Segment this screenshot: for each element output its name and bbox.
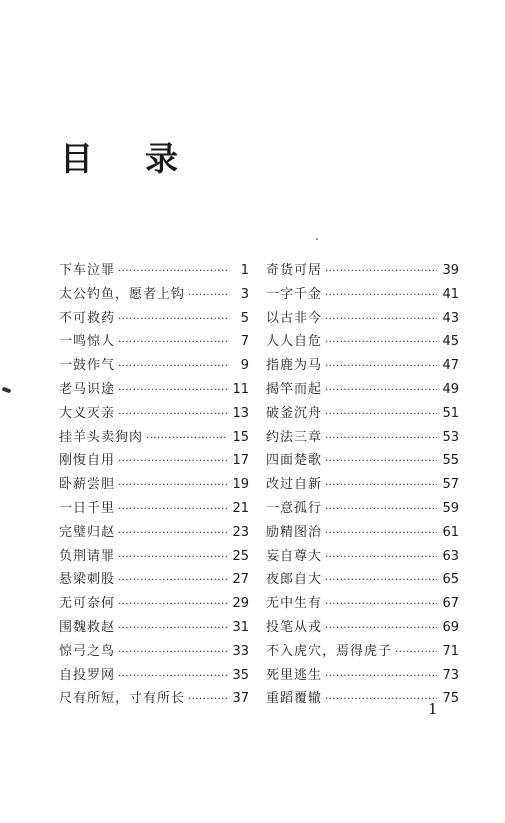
scan-mark: [2, 387, 12, 394]
toc-entry-page: 1: [240, 263, 249, 278]
toc-entry-page: 25: [232, 548, 249, 564]
toc-dot-leader: [188, 694, 227, 705]
toc-entry[interactable]: [59, 402, 249, 426]
toc-dot-leader: [325, 599, 437, 610]
toc-entry-title: 一意孤行: [266, 500, 323, 516]
toc-entry-title: 人人自危: [266, 334, 323, 350]
toc-entry[interactable]: [266, 521, 459, 545]
toc-entry-page: 51: [442, 405, 459, 421]
toc-dot-leader: [118, 337, 227, 348]
toc-dot-leader: [118, 385, 227, 396]
toc-entry[interactable]: [266, 354, 459, 378]
toc-entry-page: 17: [232, 453, 249, 469]
toc-entry-title: 不可救药: [59, 310, 116, 326]
toc-entry-title: 以古非今: [266, 310, 323, 326]
toc-entry[interactable]: [59, 592, 249, 616]
toc-entry-page: 67: [442, 596, 459, 612]
toc-entry-page: 9: [240, 358, 249, 374]
toc-entry[interactable]: [266, 616, 459, 640]
toc-dot-leader: [325, 385, 437, 396]
toc-entry-page: 5: [240, 310, 249, 326]
scan-dot: [316, 238, 318, 240]
toc-dot-leader: [325, 290, 437, 301]
toc-entry[interactable]: [59, 449, 249, 473]
toc-dot-leader: [325, 337, 437, 348]
toc-entry-title: 揭竿而起: [266, 381, 323, 397]
toc-dot-leader: [325, 575, 437, 586]
toc-dot-leader: [118, 266, 227, 277]
toc-dot-leader: [118, 599, 227, 610]
toc-dot-leader: [118, 456, 227, 467]
toc-entry[interactable]: [59, 307, 249, 331]
toc-entry-page: 53: [442, 429, 459, 445]
toc-entry[interactable]: [266, 426, 459, 450]
toc-entry-title: 奇货可居: [266, 263, 323, 278]
page-title: [60, 139, 178, 178]
toc-entry-page: 49: [442, 381, 459, 397]
toc-dot-leader: [118, 552, 227, 563]
toc-entry[interactable]: [266, 259, 459, 283]
toc-entry-page: 15: [232, 429, 249, 445]
toc-entry[interactable]: [266, 307, 459, 331]
toc-entry-page: 27: [232, 572, 249, 588]
toc-entry[interactable]: [266, 640, 459, 664]
toc-entry-title: 指鹿为马: [266, 358, 323, 374]
toc-entry-page: 13: [232, 405, 249, 421]
toc-entry-page: 29: [232, 596, 249, 612]
toc-entry-page: 21: [232, 500, 249, 516]
toc-entry[interactable]: [59, 664, 249, 688]
toc-dot-leader: [118, 623, 227, 634]
toc-entry-page: 31: [232, 619, 249, 635]
toc-entry-title: 太公钓鱼，愿者上钩: [59, 286, 186, 302]
toc-entry[interactable]: [266, 330, 459, 354]
toc-entry-page: 57: [442, 477, 459, 493]
toc-entry-page: 65: [442, 572, 459, 588]
toc-entry-page: 75: [442, 691, 459, 707]
toc-entry[interactable]: [59, 687, 249, 711]
toc-entry-title: 围魏救赵: [59, 619, 116, 635]
toc-entry[interactable]: [266, 473, 459, 497]
toc-dot-leader: [325, 623, 437, 634]
toc-entry-page: 59: [442, 500, 459, 516]
toc-dot-leader: [118, 647, 227, 658]
toc-entry-title: 一日千里: [59, 500, 116, 516]
toc-entry-title: 悬梁刺股: [59, 572, 116, 588]
title-char-1: 目: [60, 139, 93, 178]
toc-entry-page: 39: [442, 263, 459, 278]
toc-column-right: [266, 259, 459, 711]
toc-entry-title: 四面楚歌: [266, 453, 323, 469]
page-number: 1: [428, 700, 438, 718]
toc-entry[interactable]: [59, 568, 249, 592]
toc-entry[interactable]: [266, 449, 459, 473]
toc-entry-page: 19: [232, 477, 249, 493]
toc-dot-leader: [118, 504, 227, 515]
toc-dot-leader: [118, 409, 227, 420]
toc-entry[interactable]: [59, 378, 249, 402]
toc-entry-page: 45: [442, 334, 459, 350]
toc-entry-title: 约法三章: [266, 429, 323, 445]
toc-entry-title: 妄自尊大: [266, 548, 323, 564]
toc-dot-leader: [118, 671, 227, 682]
toc-entry-title: 卧薪尝胆: [59, 477, 116, 493]
toc-dot-leader: [325, 456, 437, 467]
title-char-2: 录: [145, 139, 178, 178]
toc-entry[interactable]: [266, 592, 459, 616]
toc-entry-title: 投笔从戎: [266, 619, 323, 635]
toc-entry-title: 惊弓之鸟: [59, 643, 116, 659]
toc-dot-leader: [325, 409, 437, 420]
toc-entry-page: 7: [240, 334, 249, 350]
toc-entry-page: 35: [232, 667, 249, 683]
toc-entry-page: 43: [442, 310, 459, 326]
toc-dot-leader: [325, 528, 437, 539]
toc-entry-page: 55: [442, 453, 459, 469]
toc-entry-title: 负荆请罪: [59, 548, 116, 564]
toc-entry-title: 自投罗网: [59, 667, 116, 683]
toc-entry[interactable]: [59, 640, 249, 664]
toc-entry-title: 励精图治: [266, 524, 323, 540]
toc-entry-page: 11: [232, 381, 249, 397]
toc-entry[interactable]: [266, 283, 459, 307]
toc-dot-leader: [325, 433, 437, 444]
toc-entry-page: 33: [232, 643, 249, 659]
toc-entry[interactable]: [266, 545, 459, 569]
toc-entry-title: 一字千金: [266, 286, 323, 302]
toc-dot-leader: [325, 552, 437, 563]
toc-entry-page: 73: [442, 667, 459, 683]
toc-entry[interactable]: [59, 497, 249, 521]
toc-entry-page: 41: [442, 286, 459, 302]
toc-entry-title: 夜郎自大: [266, 572, 323, 588]
toc-entry-title: 下车泣罪: [59, 263, 116, 278]
toc-entry[interactable]: [59, 473, 249, 497]
toc-dot-leader: [325, 314, 437, 325]
toc-dot-leader: [325, 694, 437, 705]
toc-entry-title: 大义灭亲: [59, 405, 116, 421]
toc-entry-page: 23: [232, 524, 249, 540]
toc-entry-title: 刚愎自用: [59, 453, 116, 469]
toc-entry[interactable]: [266, 378, 459, 402]
toc-entry-page: 61: [442, 524, 459, 540]
toc-entry[interactable]: [266, 664, 459, 688]
toc-entry-title: 无中生有: [266, 596, 323, 612]
toc-entry-title: 无可奈何: [59, 596, 116, 612]
toc-entry[interactable]: [59, 521, 249, 545]
toc-entry-title: 改过自新: [266, 477, 323, 493]
toc-dot-leader: [325, 266, 437, 277]
toc-entry-title: 完璧归赵: [59, 524, 116, 540]
toc-entry-page: 63: [442, 548, 459, 564]
toc-dot-leader: [188, 290, 227, 301]
toc-entry-title: 不入虎穴，焉得虎子: [266, 643, 393, 659]
toc-dot-leader: [118, 528, 227, 539]
toc-dot-leader: [325, 361, 437, 372]
toc-entry[interactable]: [59, 259, 249, 283]
toc-entry[interactable]: [59, 545, 249, 569]
toc-dot-leader: [118, 361, 227, 372]
toc-dot-leader: [325, 671, 437, 682]
toc-entry-title: 尺有所短，寸有所长: [59, 691, 186, 707]
toc-entry-title: 老马识途: [59, 381, 116, 397]
toc-entry-page: 47: [442, 358, 459, 374]
toc-dot-leader: [325, 504, 437, 515]
toc-dot-leader: [146, 433, 227, 444]
toc-entry-page: 3: [240, 286, 249, 302]
toc-entry[interactable]: [59, 616, 249, 640]
toc-entry-page: 37: [232, 691, 249, 707]
toc-entry[interactable]: [59, 426, 249, 450]
toc-entry[interactable]: [59, 354, 249, 378]
toc-entry-page: 71: [442, 643, 459, 659]
toc-dot-leader: [118, 480, 227, 491]
toc-entry-title: 挂羊头卖狗肉: [59, 429, 144, 445]
toc-entry-title: 破釜沉舟: [266, 405, 323, 421]
toc-entry-title: 死里逃生: [266, 667, 323, 683]
toc-entry-page: 69: [442, 619, 459, 635]
toc-entry-title: 一鸣惊人: [59, 334, 116, 350]
toc-dot-leader: [118, 314, 227, 325]
toc-entry[interactable]: [266, 568, 459, 592]
toc-dot-leader: [325, 480, 437, 491]
toc-entry-title: 重蹈覆辙: [266, 691, 323, 707]
toc-entry[interactable]: [59, 283, 249, 307]
toc-entry[interactable]: [266, 402, 459, 426]
toc-column-left: [59, 259, 249, 711]
toc-dot-leader: [395, 647, 437, 658]
toc-entry[interactable]: [266, 497, 459, 521]
toc-dot-leader: [118, 575, 227, 586]
toc-entry[interactable]: [59, 330, 249, 354]
toc-entry-title: 一鼓作气: [59, 358, 116, 374]
